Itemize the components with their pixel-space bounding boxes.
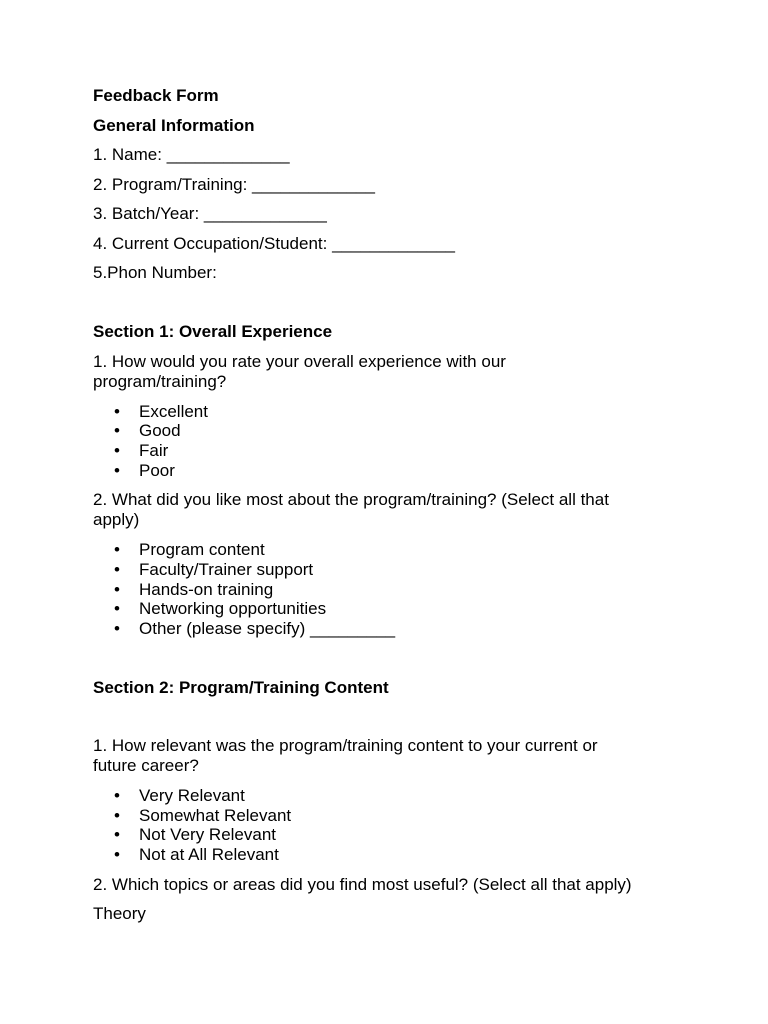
section2-heading: Section 2: Program/Training Content	[93, 677, 389, 697]
form-content	[93, 86, 693, 924]
section2-question2: 2. Which topics or areas did you find most useful? (Select all that apply)	[93, 874, 632, 894]
option-fair: • Fair	[93, 441, 693, 461]
question-text-cont: future career?	[93, 755, 199, 775]
phone-field: 5.Phon Number:	[93, 263, 217, 282]
batch-field: 3. Batch/Year: _____________	[93, 204, 327, 223]
section1-q2-options	[93, 540, 693, 639]
topic-theory: Theory	[93, 904, 146, 924]
question-text: 1. How relevant was the program/training content to your current or	[93, 735, 598, 755]
option-not-very-relevant: • Not Very Relevant	[93, 825, 693, 845]
section1-heading: Section 1: Overall Experience	[93, 322, 333, 341]
section2-q1-options	[93, 786, 693, 865]
option-program-content: • Program content	[93, 540, 693, 560]
form-title: Feedback Form	[93, 86, 219, 105]
option-faculty-support: • Faculty/Trainer support	[93, 560, 693, 580]
question-text: 1. How would you rate your overall experience with our	[93, 351, 506, 371]
option-good: • Good	[93, 421, 693, 441]
question-text-cont: program/training?	[93, 371, 227, 391]
option-excellent: • Excellent	[93, 402, 693, 422]
option-poor: • Poor	[93, 461, 693, 481]
general-info-heading: General Information	[93, 115, 255, 135]
option-hands-on: • Hands-on training	[93, 580, 693, 600]
question-text: 2. What did you like most about the program/training? (Select all that	[93, 490, 609, 510]
section2-question1	[93, 736, 693, 776]
option-networking: • Networking opportunities	[93, 599, 693, 619]
section1-question1	[93, 352, 693, 392]
option-other: • Other (please specify) _________	[93, 619, 693, 639]
option-somewhat-relevant: • Somewhat Relevant	[93, 806, 693, 826]
option-very-relevant: • Very Relevant	[93, 786, 693, 806]
section1-q1-options	[93, 402, 693, 481]
program-field: 2. Program/Training: _____________	[93, 174, 375, 194]
option-not-at-all-relevant: • Not at All Relevant	[93, 845, 693, 865]
name-field: 1. Name: _____________	[93, 145, 290, 164]
section1-question2	[93, 490, 693, 530]
question-text-cont: apply)	[93, 510, 140, 530]
occupation-field: 4. Current Occupation/Student: _____________	[93, 233, 455, 253]
